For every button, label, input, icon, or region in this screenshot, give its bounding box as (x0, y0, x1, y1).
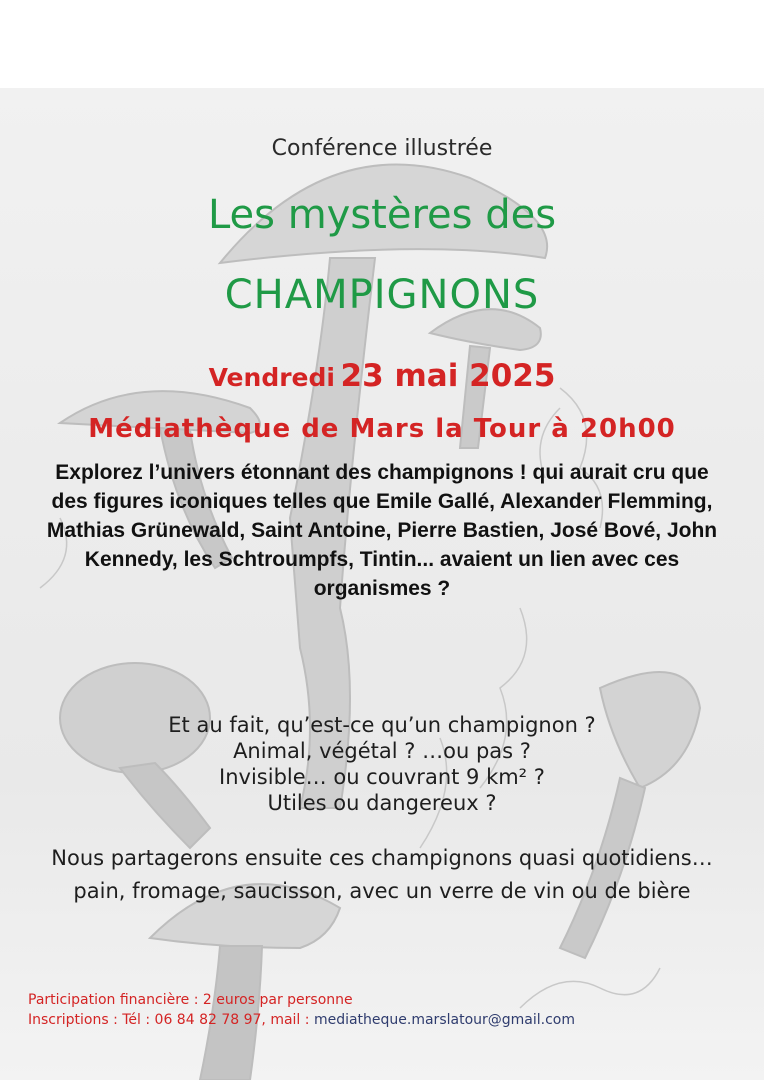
event-date (0, 358, 764, 394)
registration-line (28, 1010, 575, 1030)
event-date-rest: 23 mai 2025 (340, 358, 556, 394)
event-date-day: Vendredi (208, 363, 335, 392)
sharing-paragraph: Nous partagerons ensuite ces champignons quasi quotidiens…pain, fromage, saucisson, avec un verre de vin ou de bière (51, 846, 713, 903)
title-line-2: CHAMPIGNONS (224, 272, 540, 318)
event-venue-time: Médiathèque de Mars la Tour à 20h00 (88, 414, 676, 444)
registration-email-link[interactable]: mediatheque.marslatour@gmail.com (313, 1012, 575, 1028)
intro-paragraph: Explorez l’univers étonnant des champignons ! qui aurait cru que des figures iconiques telles que Emile Gallé, Alexander Flemming, Mathias Grünewald, Saint Antoine, Pierre Bastien, José Bové, John Kennedy, les Schtroumpfs, Tintin... avaient un lien avec ces organismes ? (46, 461, 718, 600)
questions-block (0, 712, 764, 816)
event-type-subtitle: Conférence illustrée (271, 136, 493, 161)
question-line: Et au fait, qu’est-ce qu’un champignon ? (168, 713, 596, 737)
question-line: Utiles ou dangereux ? (267, 791, 497, 815)
question-line: Invisible… ou couvrant 9 km² ? (219, 765, 545, 789)
participation-fee: Participation financière : 2 euros par personne (28, 992, 353, 1008)
footer-info (28, 990, 575, 1030)
title-line-1: Les mystères des (207, 192, 557, 238)
registration-phone: Inscriptions : Tél : 06 84 82 78 97, mail : (28, 1012, 314, 1028)
question-line: Animal, végétal ? …ou pas ? (233, 739, 531, 763)
